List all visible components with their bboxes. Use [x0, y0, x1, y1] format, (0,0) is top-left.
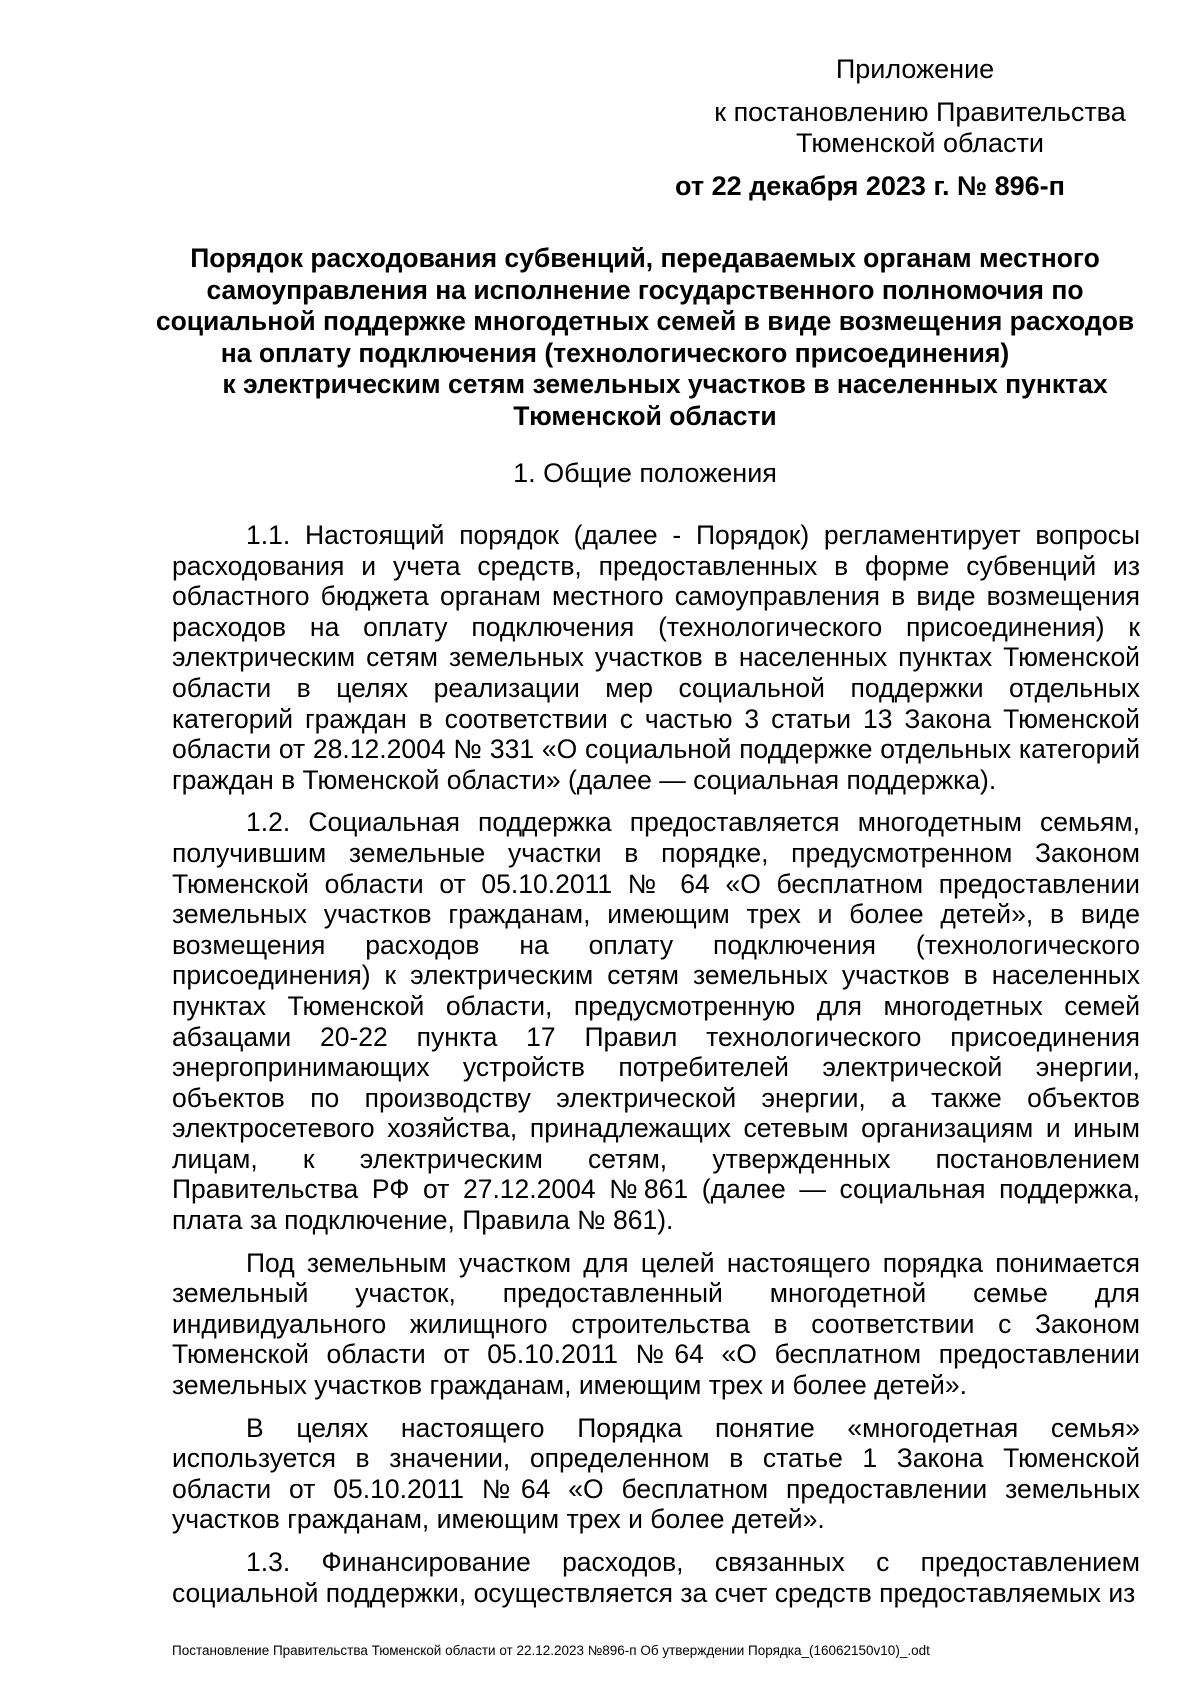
- title-line: социальной поддержке многодетных семей в виде возмещения расходов: [155, 306, 1135, 336]
- paragraph-1-3: 1.3. Финансирование расходов, связанных с предоставлением социальной поддержки, осуществляется за счет средств предоставляемых из: [172, 1547, 1140, 1608]
- paragraph-1-1: 1.1. Настоящий порядок (далее - Порядок) регламентирует вопросы расходования и учета средств, предоставленных в форме субвенций из областного бюджета органам местного самоуправления в виде возмещения расходов на оплату подключения (технологического присоединения) к электрическим сетям земельных участков в населенных пунктах Тюменской области в целях реализации мер социальной поддержки отдельных категорий граждан в соответствии с частью 3 статьи 13 Закона Тюменской области от 28.12.2004 № 331 «О социальной поддержке отдельных категорий граждан в Тюменской области» (далее — социальная поддержка).: [172, 520, 1140, 795]
- paragraph-large-family-definition: В целях настоящего Порядка понятие «многодетная семья» используется в значении, определенном в статье 1 Закона Тюменской области от 05.10.2011 №64 «О бесплатном предоставлении земельных участков гражданам, имеющим трех и более детей».: [172, 1412, 1140, 1535]
- document-header: [675, 54, 1140, 202]
- document-body: [172, 520, 1140, 1620]
- section-heading: 1. Общие положения: [513, 458, 777, 488]
- region-name: Тюменской области: [796, 128, 1044, 158]
- title-line: самоуправления на исполнение государственного полномочия по: [206, 274, 1084, 305]
- paragraph-1-2: 1.2. Социальная поддержка предоставляется многодетным семьям, получившим земельные участки в порядке, предусмотренном Законом Тюменской области от 05.10.2011 № 64 «О бесплатном предоставлении земельных участков гражданам, имеющим трех и более детей», в виде возмещения расходов на оплату подключения (технологического присоединения) к электрическим сетям земельных участков в населенных пунктах Тюменской области, предусмотренную для многодетных семей абзацами 20-22 пункта 17 Правил технологического присоединения энергопринимающих устройств потребителей электрической энергии, объектов по производству электрической энергии, а также объектов электросетевого хозяйства, принадлежащих сетевым организациям и иным лицам, к электрическим сетям, утвержденных постановлением Правительства РФ от 27.12.2004 №861 (далее — социальная поддержка, плата за подключение, Правила № 861).: [172, 807, 1140, 1236]
- title-line: на оплату подключения (технологического присоединения): [220, 337, 1010, 368]
- title-line: к электрическим сетям земельных участков в населенных пунктах: [222, 369, 1108, 399]
- resolution-date-number: от 22 декабря 2023 г. № 896-п: [675, 171, 1065, 201]
- appendix-label: Приложение: [835, 54, 995, 84]
- page-footer: Постановление Правительства Тюменской области от 22.12.2023 №896-п Об утверждении Порядка_(16062150v10)_.odt: [172, 1643, 930, 1658]
- resolution-reference: к постановлению Правительства: [714, 97, 1126, 127]
- title-line: Порядок расходования субвенций, передаваемых органам местного: [190, 243, 1100, 273]
- document-title: [150, 243, 1140, 432]
- title-line: Тюменской области: [513, 400, 777, 431]
- paragraph-land-plot-definition: Под земельным участком для целей настоящего порядка понимается земельный участок, предоставленный многодетной семье для индивидуального жилищного строительства в соответствии с Законом Тюменской области от 05.10.2011 №64 «О бесплатном предоставлении земельных участков гражданам, имеющим трех и более детей».: [172, 1247, 1140, 1401]
